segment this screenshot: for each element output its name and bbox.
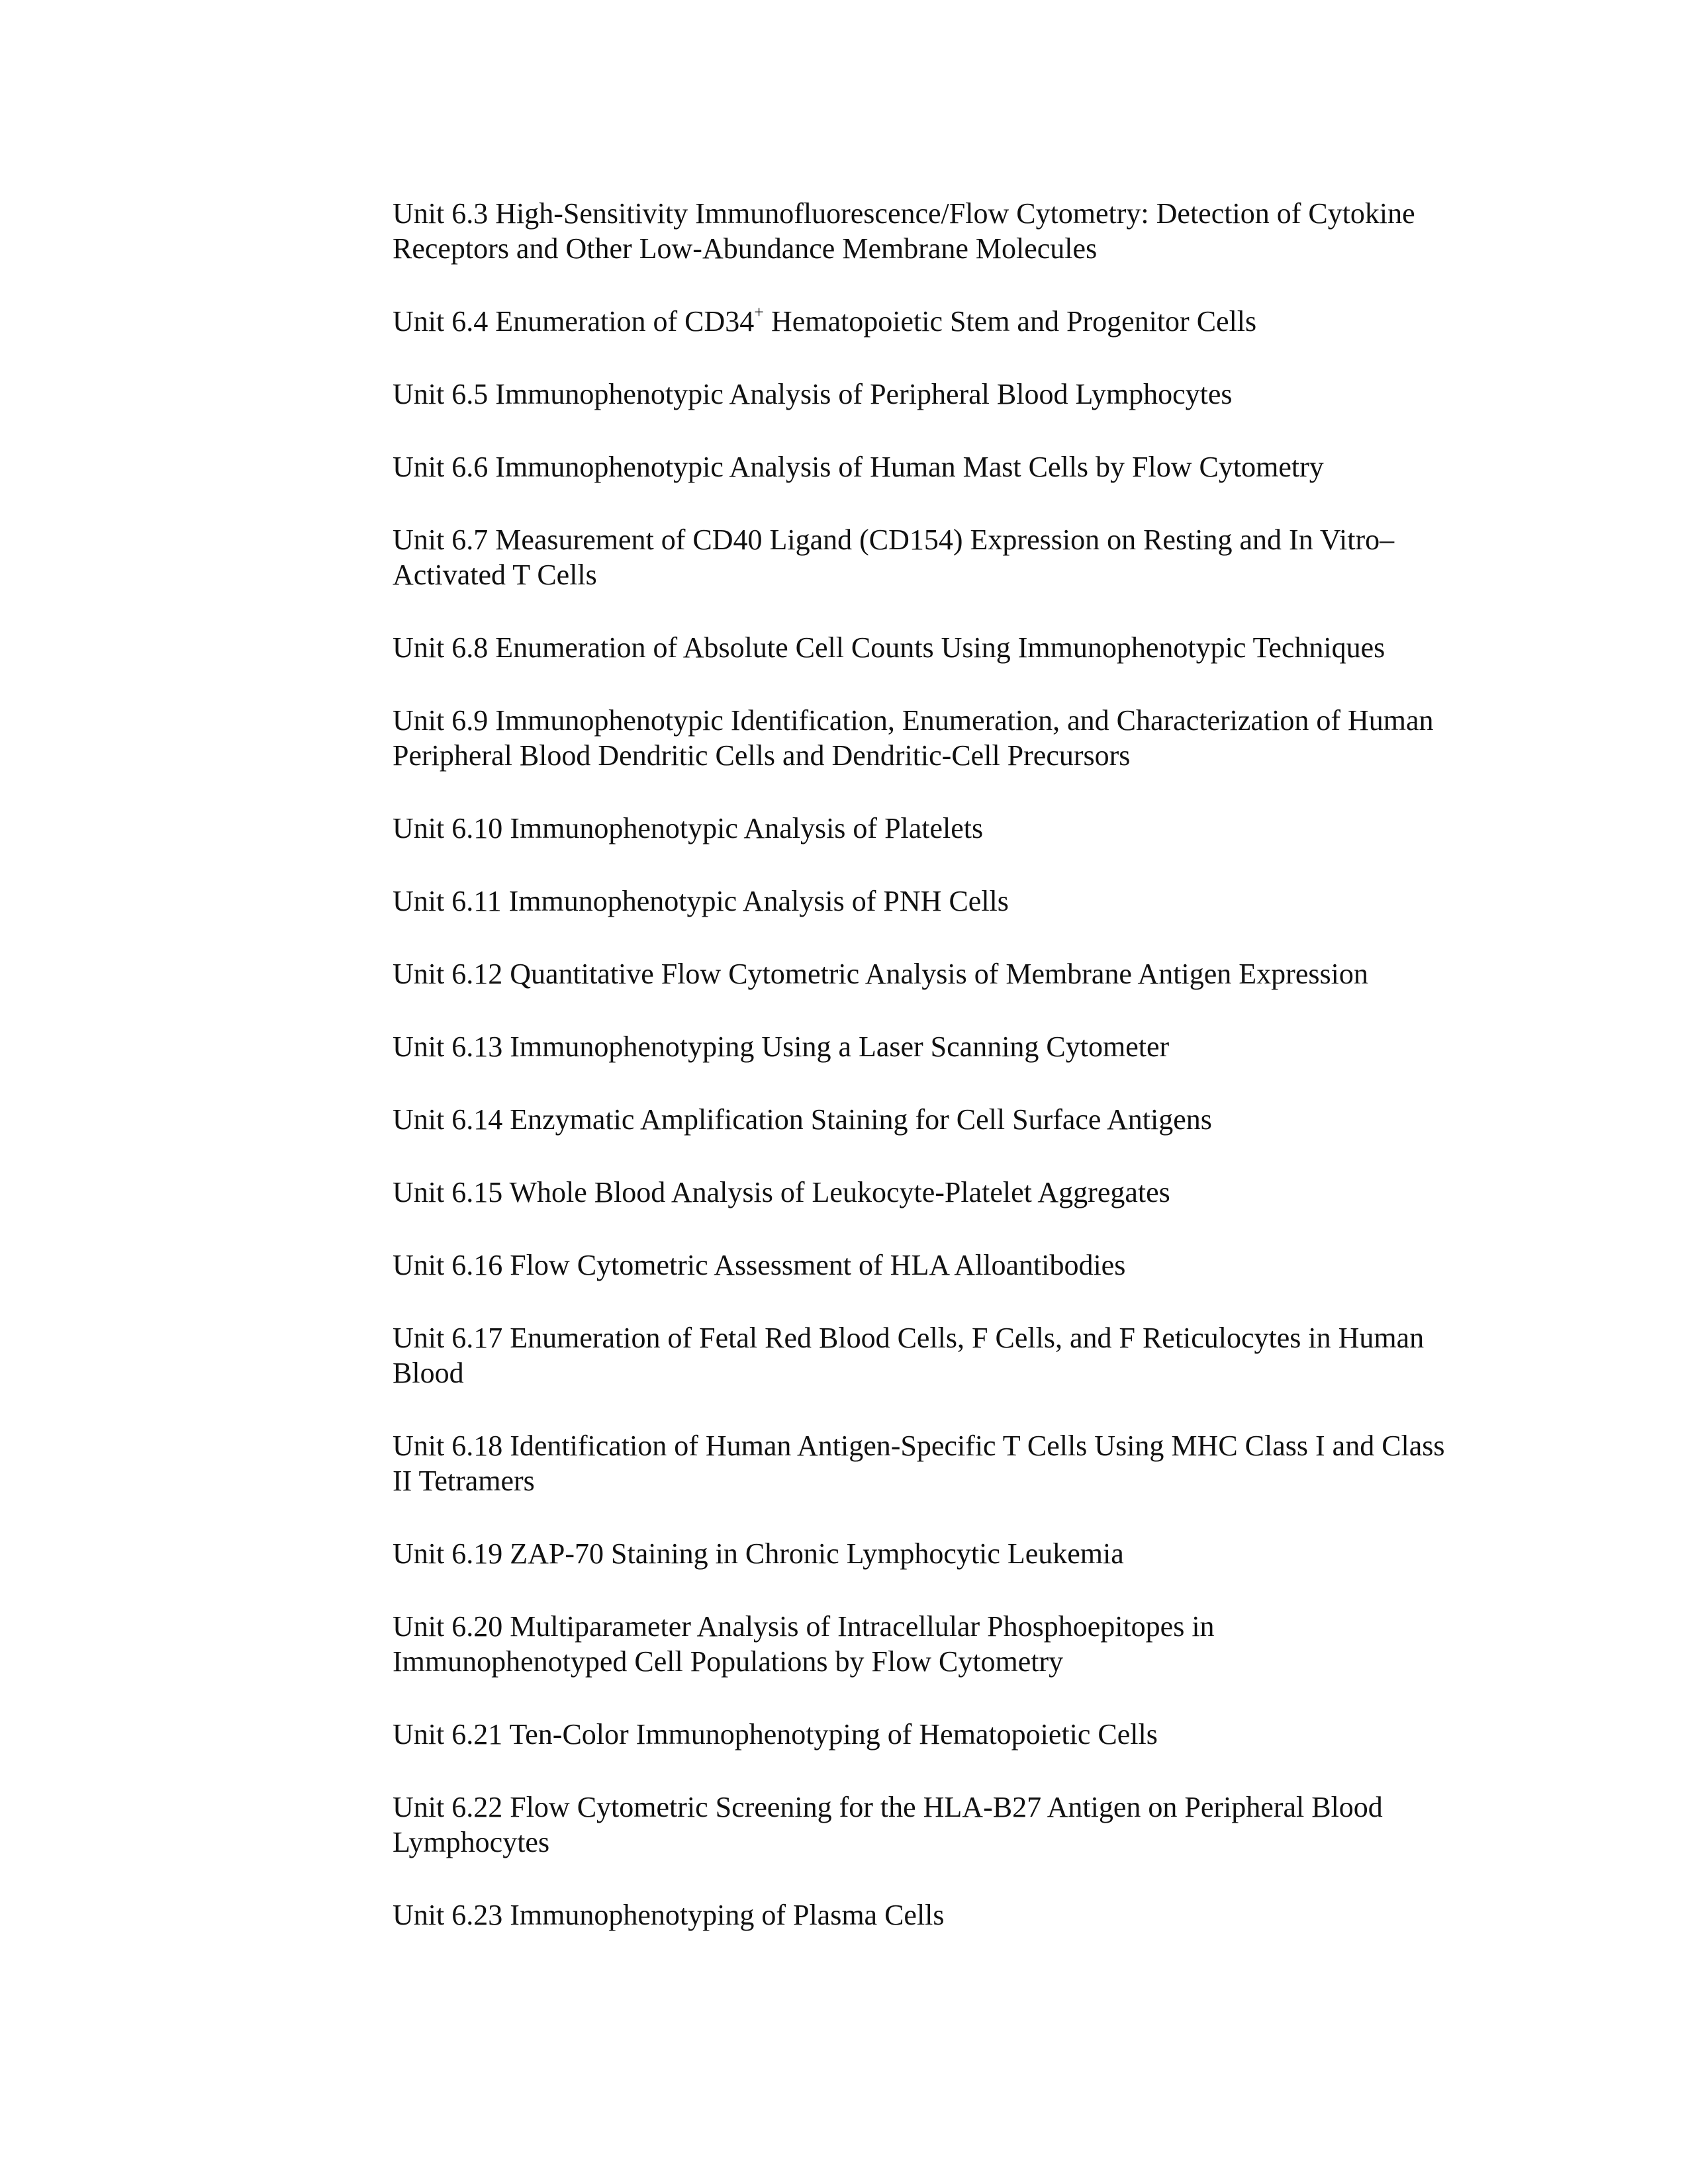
list-item	[393, 522, 1452, 592]
unit-title: Immunophenotypic Analysis of Peripheral Blood Lymphocytes	[495, 378, 1233, 410]
list-item	[393, 1897, 1452, 1933]
list-item	[393, 703, 1452, 773]
list-item	[393, 1717, 1452, 1752]
unit-title: Flow Cytometric Screening for the HLA-B27 Antigen on Peripheral Blood Lymphocytes	[393, 1791, 1383, 1858]
unit-title: Enumeration of Fetal Red Blood Cells, F Cells, and F Reticulocytes in Human Blood	[393, 1322, 1425, 1389]
list-item	[393, 811, 1452, 846]
unit-list	[393, 196, 1452, 1970]
unit-title: High-Sensitivity Immunofluorescence/Flow Cytometry: Detection of Cytokine Receptors and Other Low-Abundance Membrane Molecules	[393, 197, 1415, 265]
unit-label: Unit 6.6	[393, 451, 489, 483]
unit-title: Quantitative Flow Cytometric Analysis of Membrane Antigen Expression	[510, 958, 1368, 990]
unit-label: Unit 6.15	[393, 1176, 503, 1208]
list-item	[393, 884, 1452, 919]
superscript: +	[754, 302, 764, 322]
list-item	[393, 1320, 1452, 1390]
unit-label: Unit 6.9	[393, 704, 489, 737]
unit-title: Immunophenotyping of Plasma Cells	[510, 1899, 945, 1931]
unit-title: Immunophenotypic Analysis of Platelets	[510, 812, 984, 844]
unit-title: Enumeration of CD34	[495, 305, 755, 338]
list-item	[393, 1029, 1452, 1064]
list-item	[393, 377, 1452, 412]
unit-label: Unit 6.3	[393, 197, 489, 230]
unit-label: Unit 6.5	[393, 378, 489, 410]
list-item	[393, 630, 1452, 665]
unit-title: Measurement of CD40 Ligand (CD154) Expression on Resting and In Vitro–Activated T Cells	[393, 523, 1395, 591]
unit-label: Unit 6.8	[393, 631, 489, 664]
list-item	[393, 1248, 1452, 1283]
unit-title: Identification of Human Antigen-Specific T Cells Using MHC Class I and Class II Tetramers	[393, 1430, 1445, 1497]
unit-label: Unit 6.16	[393, 1249, 503, 1281]
unit-title: Flow Cytometric Assessment of HLA Alloantibodies	[510, 1249, 1126, 1281]
list-item	[393, 1790, 1452, 1860]
list-item	[393, 1175, 1452, 1210]
list-item	[393, 196, 1452, 266]
unit-label: Unit 6.18	[393, 1430, 503, 1462]
unit-label: Unit 6.10	[393, 812, 503, 844]
list-item	[393, 1428, 1452, 1498]
unit-label: Unit 6.12	[393, 958, 503, 990]
list-item	[393, 1102, 1452, 1137]
unit-title: Immunophenotypic Analysis of Human Mast Cells by Flow Cytometry	[495, 451, 1324, 483]
unit-label: Unit 6.23	[393, 1899, 503, 1931]
list-item	[393, 1609, 1452, 1679]
unit-label: Unit 6.7	[393, 523, 489, 556]
unit-label: Unit 6.20	[393, 1610, 503, 1643]
unit-title: Immunophenotyping Using a Laser Scanning Cytometer	[510, 1030, 1170, 1063]
unit-title: Immunophenotypic Analysis of PNH Cells	[508, 885, 1009, 917]
unit-title: Ten-Color Immunophenotyping of Hematopoietic Cells	[509, 1718, 1158, 1751]
unit-label: Unit 6.13	[393, 1030, 503, 1063]
list-item	[393, 1536, 1452, 1571]
unit-title-rest: Hematopoietic Stem and Progenitor Cells	[763, 305, 1257, 338]
unit-title: Enzymatic Amplification Staining for Cell Surface Antigens	[510, 1103, 1212, 1136]
list-item	[393, 304, 1452, 339]
unit-title: Whole Blood Analysis of Leukocyte-Platelet Aggregates	[509, 1176, 1170, 1208]
unit-label: Unit 6.22	[393, 1791, 503, 1823]
unit-label: Unit 6.21	[393, 1718, 503, 1751]
unit-title: Enumeration of Absolute Cell Counts Using Immunophenotypic Techniques	[495, 631, 1385, 664]
unit-title: Multiparameter Analysis of Intracellular Phosphoepitopes in Immunophenotyped Cell Populations by Flow Cytometry	[393, 1610, 1215, 1678]
unit-label: Unit 6.4	[393, 305, 489, 338]
list-item	[393, 449, 1452, 484]
unit-label: Unit 6.19	[393, 1537, 503, 1570]
list-item	[393, 956, 1452, 991]
unit-label: Unit 6.11	[393, 885, 502, 917]
unit-label: Unit 6.14	[393, 1103, 503, 1136]
unit-title: Immunophenotypic Identification, Enumeration, and Characterization of Human Peripheral Blood Dendritic Cells and Dendritic-Cell Precursors	[393, 704, 1434, 772]
unit-title: ZAP-70 Staining in Chronic Lymphocytic Leukemia	[510, 1537, 1124, 1570]
unit-label: Unit 6.17	[393, 1322, 503, 1354]
